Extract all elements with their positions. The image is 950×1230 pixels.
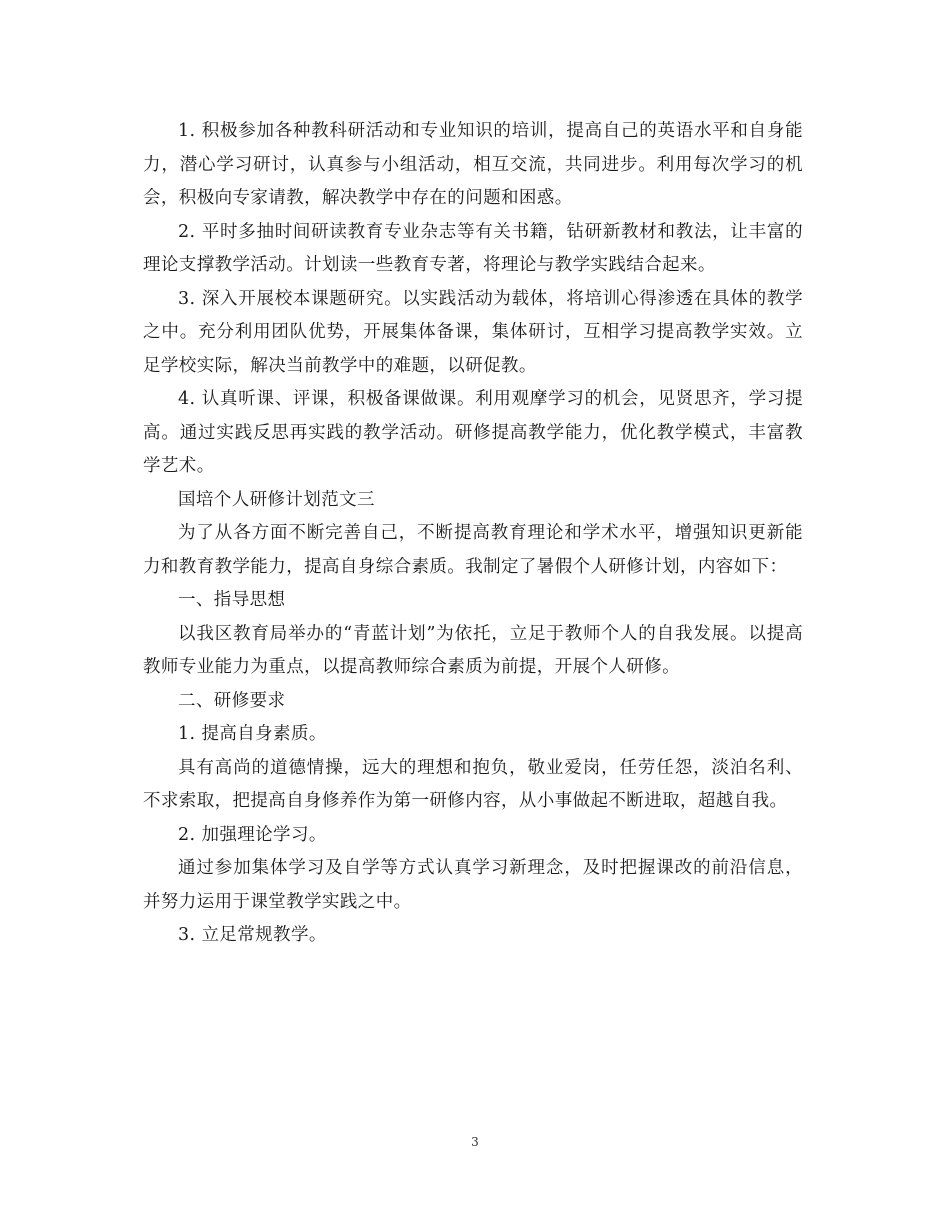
paragraph-2: 2. 平时多抽时间研读教育专业杂志等有关书籍，钻研新教材和教法，让丰富的理论支撑教学活动。计划读一些教育专著，将理论与教学实践结合起来。 <box>143 221 803 275</box>
document-body <box>143 115 803 953</box>
guiding-thought-paragraph: 以我区教育局举办的“青蓝计划”为依托，立足于教师个人的自我发展。以提高教师专业能力为重点，以提高教师综合素质为前提，开展个人研修。 <box>143 623 803 677</box>
section-title: 国培个人研修计划范文三 <box>178 489 375 510</box>
intro-paragraph: 为了从各方面不断完善自己，不断提高教育理论和学术水平，增强知识更新能力和教育教学能力，提高自身综合素质。我制定了暑假个人研修计划，内容如下： <box>143 523 803 577</box>
paragraph-4: 4. 认真听课、评课，积极备课做课。利用观摩学习的机会，见贤思齐，学习提高。通过实践反思再实践的教学活动。研修提高教学能力，优化教学模式，丰富教学艺术。 <box>143 389 803 476</box>
paragraph-1: 1. 积极参加各种教科研活动和专业知识的培训，提高自己的英语水平和自身能力，潜心学习研讨，认真参与小组活动，相互交流，共同进步。利用每次学习的机会，积极向专家请教，解决教学中存在的问题和困惑。 <box>143 121 803 208</box>
subheading-3: 3. 立足常规教学。 <box>178 925 327 945</box>
paragraph-3: 3. 深入开展校本课题研究。以实践活动为载体，将培训心得渗透在具体的教学之中。充分利用团队优势，开展集体备课，集体研讨，互相学习提高教学实效。立足学校实际，解决当前教学中的难题，以研促教。 <box>143 288 803 376</box>
heading-guiding-thought: 一、指导思想 <box>178 590 286 610</box>
subparagraph-2: 通过参加集体学习及自学等方式认真学习新理念，及时把握课改的前沿信息，并努力运用于课堂教学实践之中。 <box>143 858 803 912</box>
page-number: 3 <box>471 1135 479 1149</box>
subparagraph-1: 具有高尚的道德情操，远大的理想和抱负，敬业爱岗，任劳任怨，淡泊名利、不求索取，把提高自身修养作为第一研修内容，从小事做起不断进取，超越自我。 <box>143 757 803 811</box>
subheading-2: 2. 加强理论学习。 <box>178 824 327 845</box>
heading-requirements: 二、研修要求 <box>178 690 286 711</box>
subheading-1: 1. 提高自身素质。 <box>178 724 327 744</box>
